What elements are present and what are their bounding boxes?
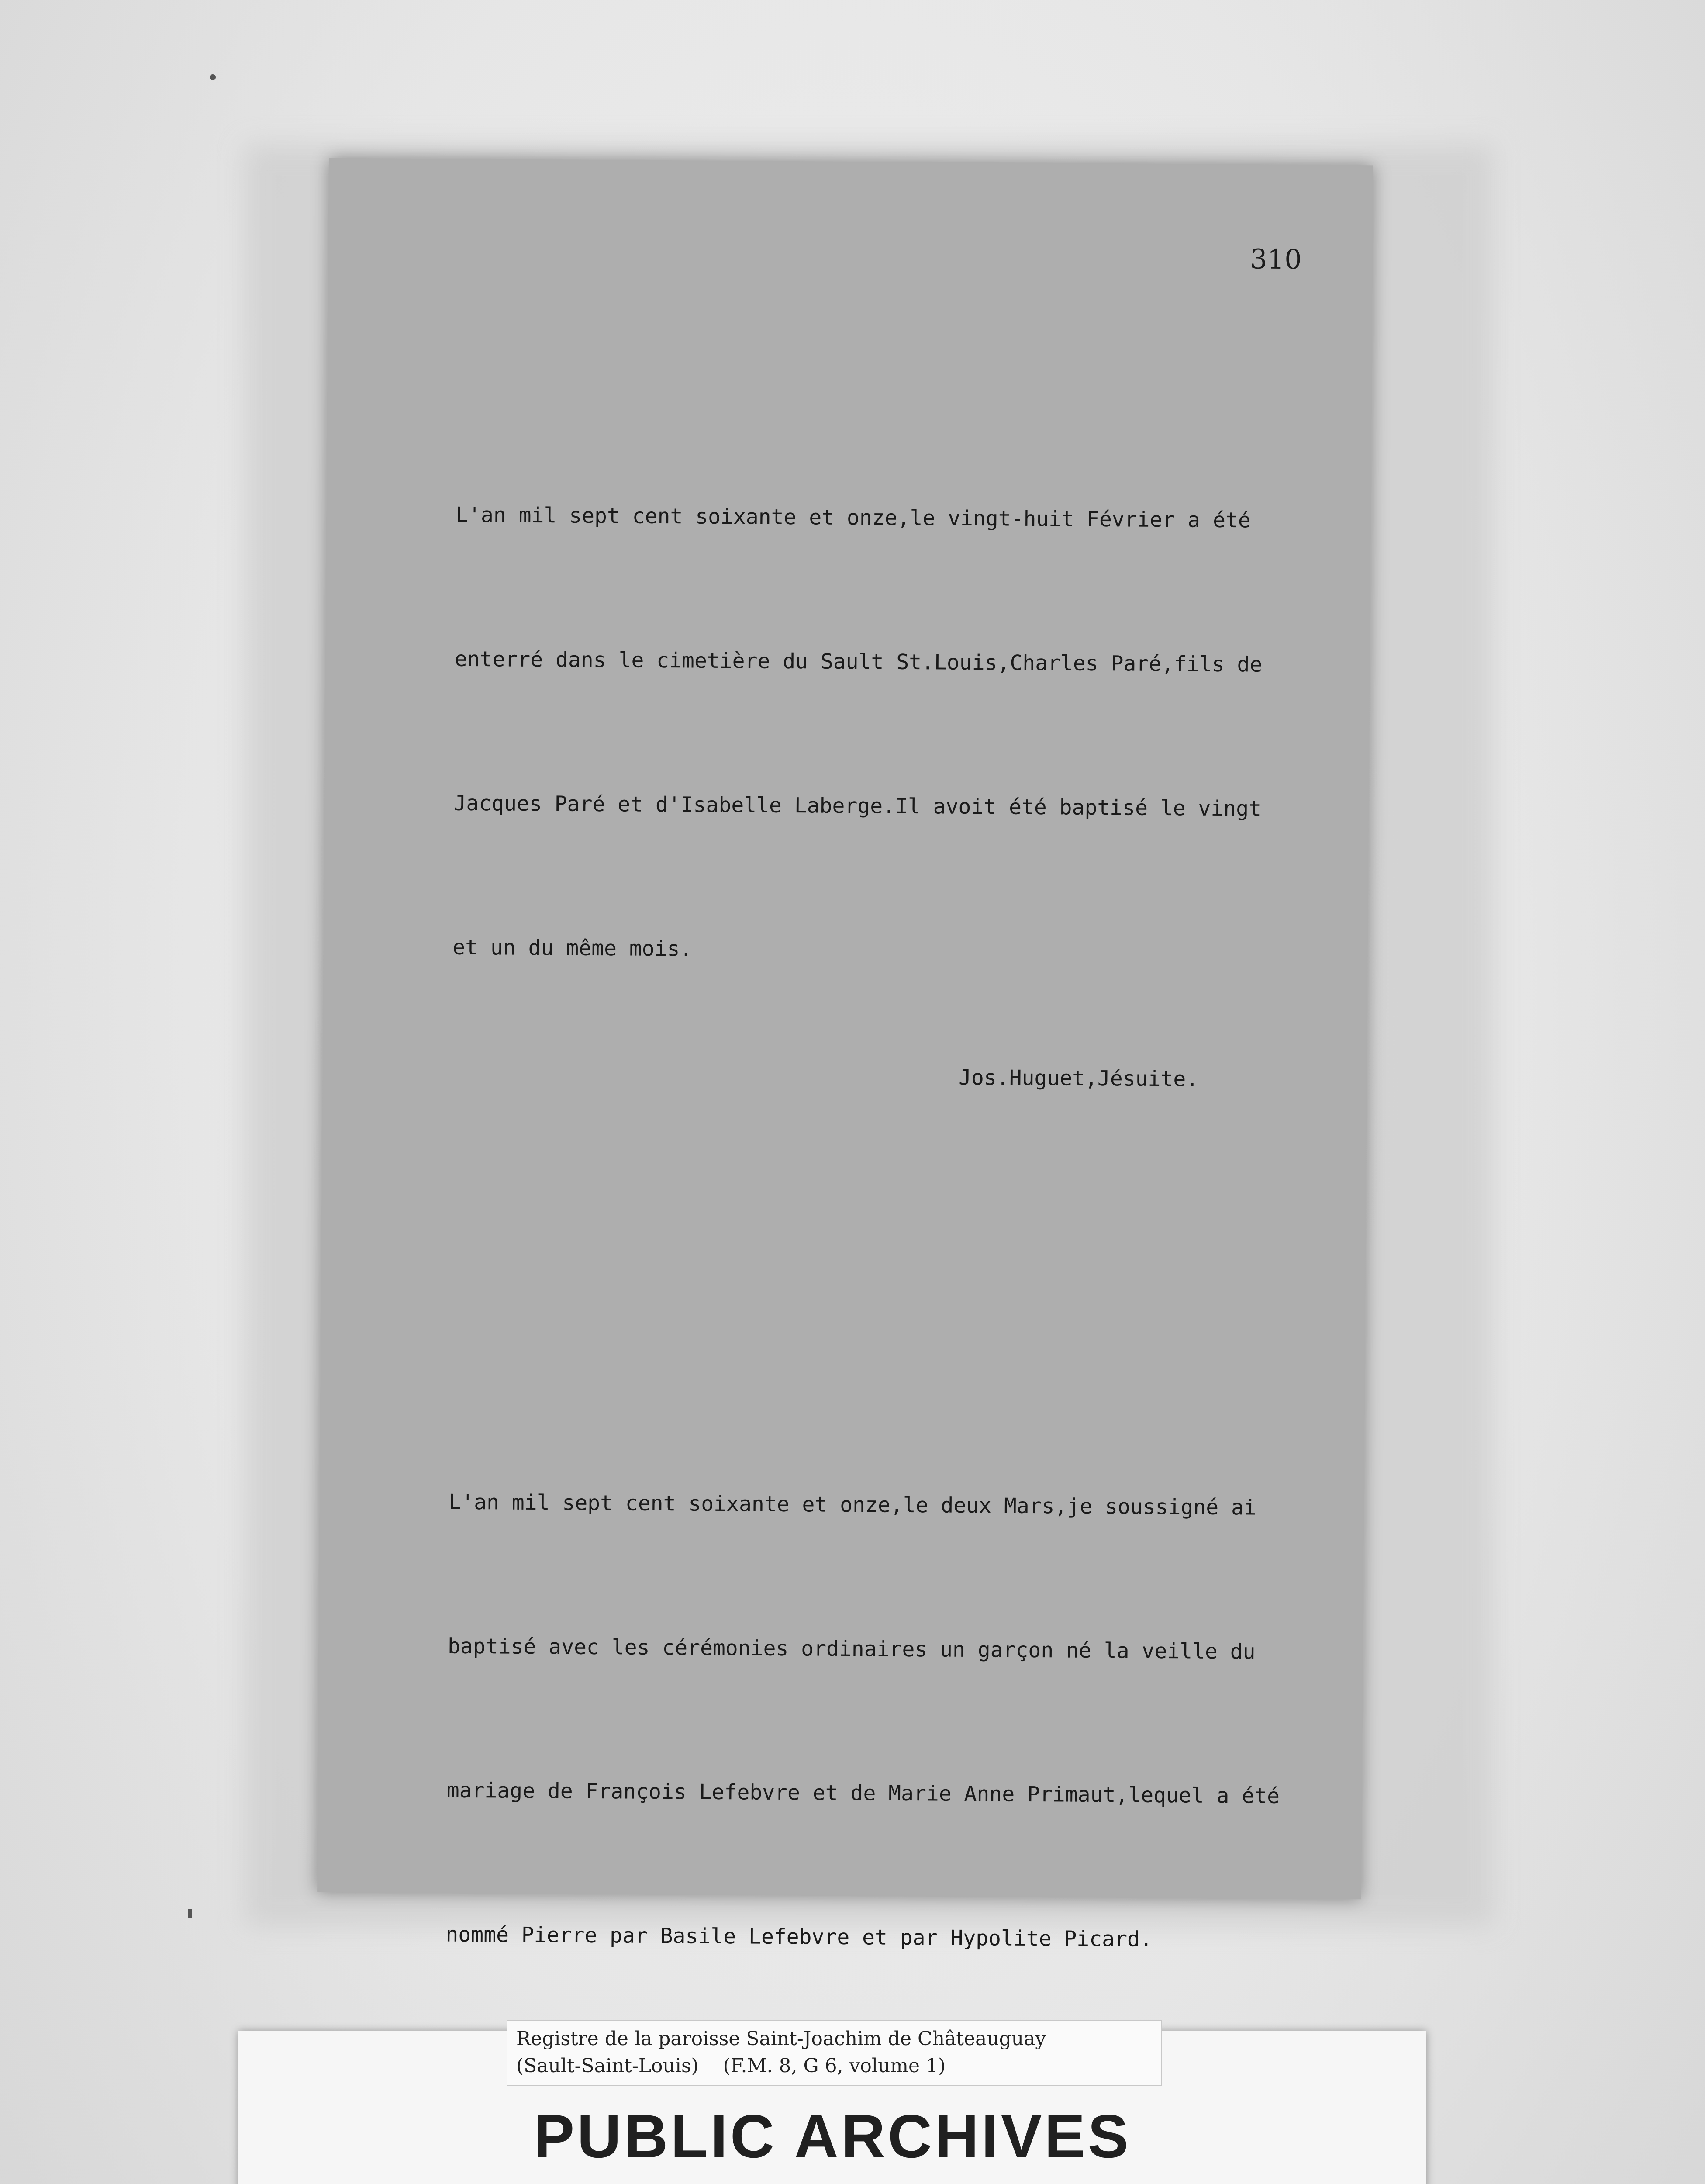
scan-dust-mark: [210, 74, 216, 80]
entry-line: mariage de François Lefebvre et de Marie Anne Primaut,lequel a été: [446, 1778, 1280, 1808]
stamp-public-archives: PUBLIC ARCHIVES: [533, 2102, 1132, 2170]
page-number: 310: [1250, 243, 1302, 276]
entry-line: baptisé avec les cérémonies ordinaires un garçon né la veille du: [447, 1634, 1256, 1664]
entry-line: et un du même mois.: [452, 935, 693, 961]
entry-baptism-pierre-lefebvre: [445, 1382, 1336, 2061]
entry-line: enterré dans le cimetière du Sault St.Louis,Charles Paré,fils de: [454, 646, 1263, 677]
register-page: [317, 158, 1373, 1952]
register-label-line: Registre de la paroisse Saint-Joachim de Châteauguay: [516, 2028, 1046, 2050]
scan-edge-mark: [188, 1909, 192, 1918]
register-label-line: (Sault-Saint-Louis) (F.M. 8, G 6, volume 1): [516, 2055, 946, 2077]
entry-line: nommé Pierre par Basile Lefebvre et par Hypolite Picard.: [445, 1922, 1153, 1952]
entry-line: L'an mil sept cent soixante et onze,le deux Mars,je soussigné ai: [449, 1489, 1257, 1520]
register-label: [507, 2020, 1162, 2086]
signature: Jos.Huguet,Jésuite.: [958, 1065, 1199, 1092]
register-text: [414, 299, 1344, 2184]
entry-burial-charles-pare: [451, 395, 1343, 1200]
entry-line: L'an mil sept cent soixante et onze,le vingt-huit Février a été: [455, 502, 1251, 533]
entry-line: Jacques Paré et d'Isabelle Laberge.Il avoit été baptisé le vingt: [453, 791, 1262, 821]
